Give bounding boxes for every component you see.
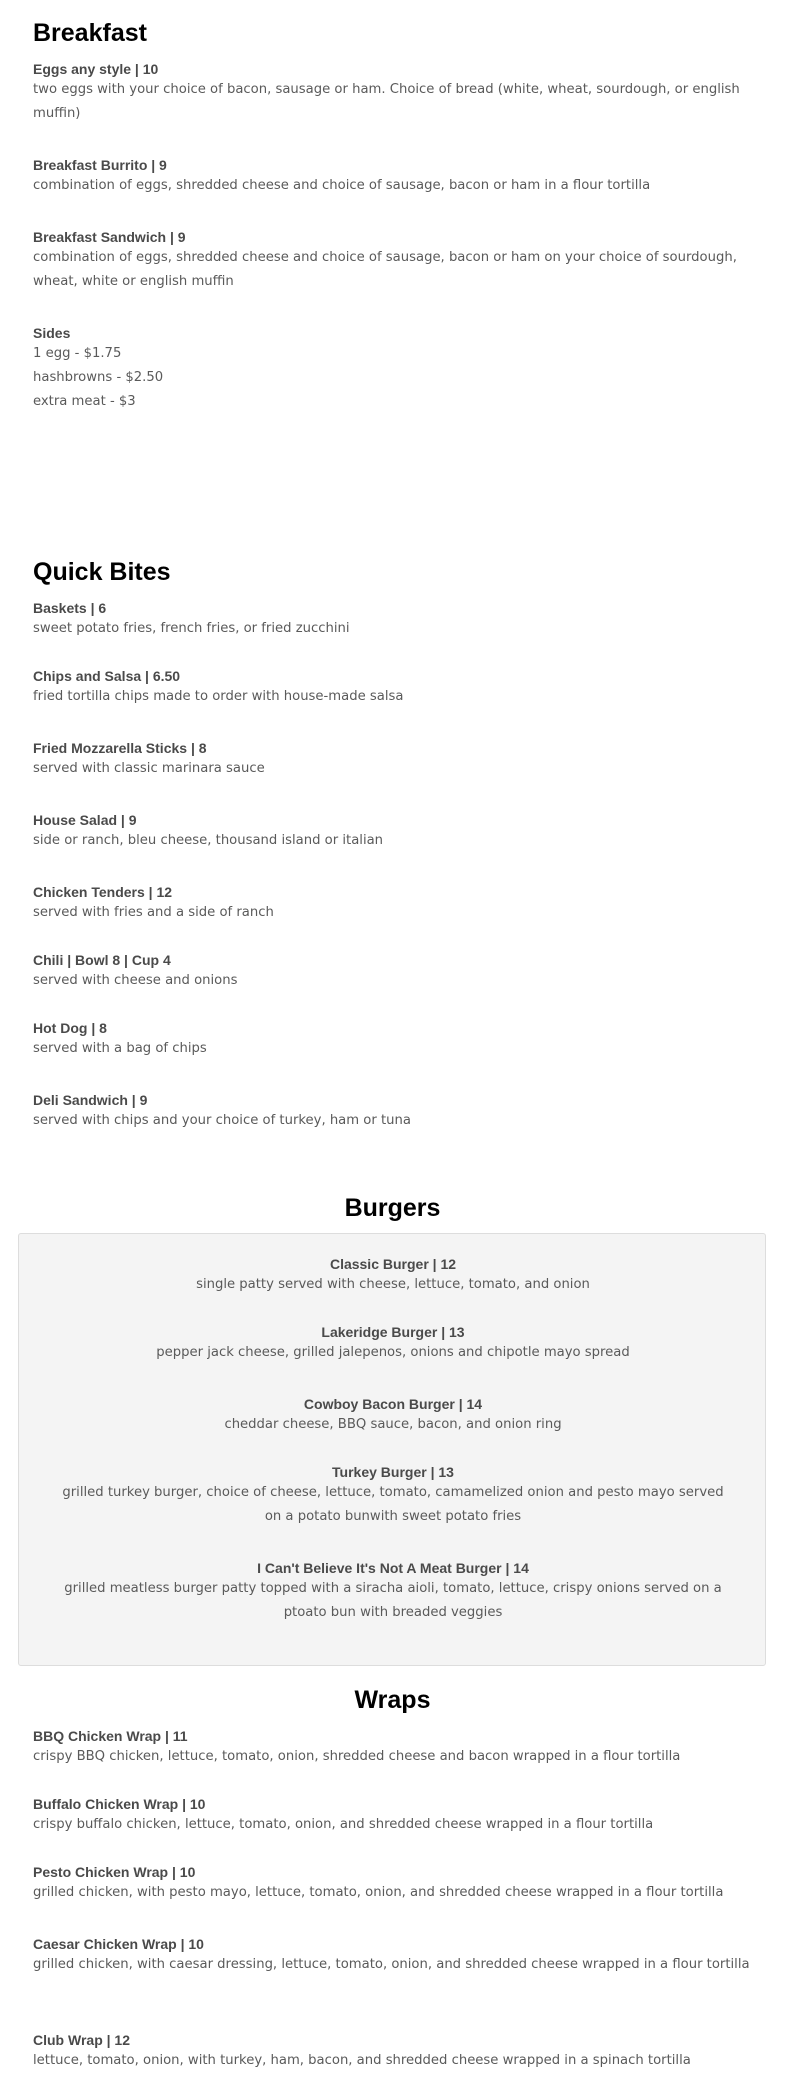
item-name: Cowboy Bacon Burger | 14: [303, 1396, 483, 1412]
item-name: Chicken Tenders | 12: [33, 884, 173, 900]
item-description: served with fries and a side of ranch: [33, 905, 274, 920]
menu-item: [33, 951, 753, 993]
menu-item: [33, 1935, 753, 1977]
item-name: Buffalo Chicken Wrap | 10: [33, 1796, 206, 1812]
menu-item: [33, 599, 753, 641]
item-description: served with chips and your choice of turkey, ham or tuna: [33, 1113, 411, 1128]
item-name: Caesar Chicken Wrap | 10: [33, 1936, 204, 1952]
item-description: lettuce, tomato, onion, with turkey, ham, bacon, and shredded cheese wrapped in a spinach tortilla: [33, 2053, 691, 2068]
item-description: combination of eggs, shredded cheese and choice of sausage, bacon or ham on your choice of sourdough, wheat, white or english muffin: [33, 250, 737, 289]
menu-item: [33, 228, 753, 294]
item-name: BBQ Chicken Wrap | 11: [33, 1728, 188, 1744]
item-name: Chips and Salsa | 6.50: [33, 668, 181, 684]
menu-item: [33, 156, 753, 198]
item-description: served with cheese and onions: [33, 973, 238, 988]
item-name: Chili | Bowl 8 | Cup 4: [33, 952, 171, 968]
item-name: Pesto Chicken Wrap | 10: [33, 1864, 196, 1880]
item-description: fried tortilla chips made to order with house-made salsa: [33, 689, 404, 704]
menu-item: [33, 1091, 753, 1133]
item-description: served with classic marinara sauce: [33, 761, 265, 776]
sides-line: 1 egg - $1.75: [33, 346, 122, 361]
item-name: Breakfast Burrito | 9: [33, 157, 167, 173]
menu-item: [59, 1255, 727, 1297]
sides-item: [33, 324, 753, 414]
quick-bites-section: [33, 557, 753, 1128]
item-description: grilled chicken, with pesto mayo, lettuce, tomato, onion, and shredded cheese wrapped in a flour tortilla: [33, 1885, 724, 1900]
sides-line: extra meat - $3: [33, 394, 136, 409]
breakfast-title: Breakfast: [33, 19, 147, 47]
menu-item: [33, 2031, 753, 2073]
menu-item: [59, 1463, 727, 1529]
item-description: sweet potato fries, french fries, or fried zucchini: [33, 621, 350, 636]
sides-line: hashbrowns - $2.50: [33, 370, 164, 385]
burgers-title: Burgers: [344, 1194, 441, 1222]
item-description: crispy buffalo chicken, lettuce, tomato, onion, and shredded cheese wrapped in a flour tortilla: [33, 1817, 654, 1832]
menu-item: [59, 1395, 727, 1437]
burgers-panel: [18, 1233, 766, 1666]
item-name: Hot Dog | 8: [33, 1020, 107, 1036]
item-name: Club Wrap | 12: [33, 2032, 131, 2048]
menu-item: [33, 1795, 753, 1837]
menu-item: [33, 1863, 753, 1905]
breakfast-section: [33, 18, 753, 409]
item-description: side or ranch, bleu cheese, thousand island or italian: [33, 833, 384, 848]
item-name: Classic Burger | 12: [329, 1256, 457, 1272]
menu-item: [33, 667, 753, 709]
menu-item: [33, 60, 753, 126]
item-name: I Can't Believe It's Not A Meat Burger | 14: [257, 1560, 529, 1576]
menu-item: [33, 1019, 753, 1061]
menu-item: [33, 811, 753, 853]
item-description: cheddar cheese, BBQ sauce, bacon, and onion ring: [224, 1417, 562, 1432]
item-name: Deli Sandwich | 9: [33, 1092, 148, 1108]
item-description: combination of eggs, shredded cheese and choice of sausage, bacon or ham in a flour tortilla: [33, 178, 651, 193]
item-description: single patty served with cheese, lettuce, tomato, and onion: [196, 1277, 590, 1292]
item-name: Breakfast Sandwich | 9: [33, 229, 186, 245]
item-description: served with a bag of chips: [33, 1041, 207, 1056]
menu-item: [59, 1323, 727, 1365]
item-description: pepper jack cheese, grilled jalepenos, onions and chipotle mayo spread: [156, 1345, 630, 1360]
sides-title: Sides: [33, 325, 71, 341]
menu-item: [33, 883, 753, 925]
menu-item: [33, 1727, 753, 1769]
item-name: Fried Mozzarella Sticks | 8: [33, 740, 207, 756]
wraps-title: Wraps: [354, 1686, 431, 1714]
item-description: grilled meatless burger patty topped with a siracha aioli, tomato, lettuce, crispy onions served on a ptoato bun with breaded veggies: [64, 1581, 722, 1620]
item-name: Baskets | 6: [33, 600, 107, 616]
item-description: grilled chicken, with caesar dressing, lettuce, tomato, onion, and shredded cheese wrapped in a flour tortilla: [33, 1957, 750, 1972]
item-description: crispy BBQ chicken, lettuce, tomato, onion, shredded cheese and bacon wrapped in a flour tortilla: [33, 1749, 681, 1764]
item-name: Lakeridge Burger | 13: [321, 1324, 465, 1340]
item-name: House Salad | 9: [33, 812, 137, 828]
item-description: grilled turkey burger, choice of cheese, lettuce, tomato, camamelized onion and pesto mayo served on a potato bunwith sweet potato fries: [62, 1485, 724, 1524]
menu-item: [33, 739, 753, 781]
item-name: Turkey Burger | 13: [332, 1464, 454, 1480]
item-name: Eggs any style | 10: [33, 61, 159, 77]
quick-bites-title: Quick Bites: [33, 558, 171, 586]
menu-item: [59, 1559, 727, 1625]
item-description: two eggs with your choice of bacon, sausage or ham. Choice of bread (white, wheat, sourdough, or english muffin): [33, 82, 740, 121]
